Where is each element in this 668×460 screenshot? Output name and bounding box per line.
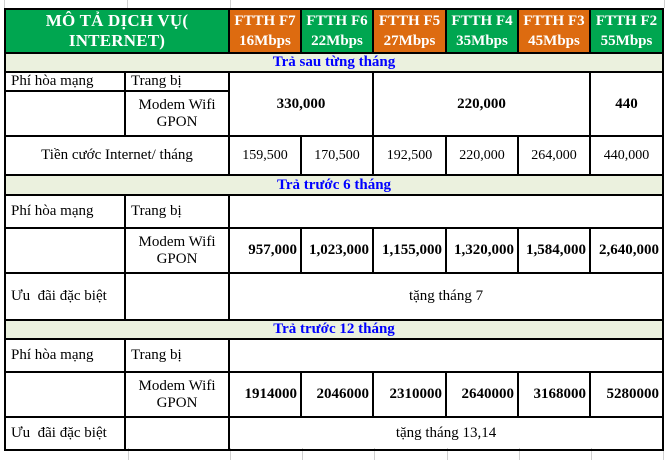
cell-promo-value-prepaid6[interactable]: tặng tháng 7 [229,273,663,320]
cell-modem-price-f7[interactable]: 957,000 [229,228,301,273]
cell-modem-price-f4[interactable]: 1,320,000 [446,228,518,273]
section-title-postpaid[interactable]: Trả sau từng tháng [5,53,663,72]
cell-modem-price-f5[interactable]: 1,155,000 [373,228,446,273]
cell-modem-price-f5[interactable]: 2310000 [373,372,446,417]
cell-monthly-fee-f4[interactable]: 220,000 [446,136,518,175]
package-speed: 35Mbps [456,33,508,49]
cell-modem-price-f2[interactable]: 5280000 [590,372,663,417]
package-name: FTTH F2 [595,12,658,29]
cell-promo-label[interactable]: Ưu đãi đặc biệt [5,273,125,320]
package-speed: 16Mbps [239,33,291,49]
package-name: FTTH F4 [451,12,513,29]
cell-modem-price-f7[interactable]: 1914000 [229,372,301,417]
cell-fee-label[interactable]: Phí hòa mạng [5,72,125,91]
column-header-ftth-f7[interactable] [229,9,301,53]
cell-modem-price-f3[interactable]: 1,584,000 [518,228,590,273]
package-name: FTTH F3 [523,12,585,29]
cell-monthly-fee-f7[interactable]: 159,500 [229,136,301,175]
cell-equipment-label[interactable]: Trang bị [125,72,229,91]
cell-empty[interactable] [5,228,125,273]
gridline [4,0,5,8]
cell-monthly-fee-f6[interactable]: 170,500 [301,136,373,175]
cell-monthly-fee-label[interactable]: Tiền cước Internet/ tháng [5,136,229,175]
cell-empty[interactable] [5,91,125,136]
cell-equip-price-f7-f6[interactable]: 330,000 [229,72,373,136]
cell-monthly-fee-f3[interactable]: 264,000 [518,136,590,175]
cell-fee-label[interactable]: Phí hòa mạng [5,195,125,228]
cell-promo-label[interactable]: Ưu đãi đặc biệt [5,417,125,450]
gridline [230,0,231,8]
section-title-prepaid6[interactable]: Trả trước 6 tháng [5,175,663,195]
package-speed: 22Mbps [311,33,363,49]
cell-empty-span[interactable] [229,195,663,228]
cell-modem-price-f3[interactable]: 3168000 [518,372,590,417]
gridline [664,0,665,8]
package-name: FTTH F7 [234,12,296,29]
package-name: FTTH F5 [378,12,441,29]
cell-empty[interactable] [125,273,229,320]
package-name: FTTH F6 [306,12,368,29]
section-title-prepaid12[interactable]: Trả trước 12 tháng [5,320,663,339]
cell-modem-price-f6[interactable]: 1,023,000 [301,228,373,273]
column-header-ftth-f4[interactable] [446,9,518,53]
cell-empty-span[interactable] [229,339,663,372]
cell-modem-label[interactable]: Modem Wifi GPON [125,228,229,273]
column-header-ftth-f5[interactable] [373,9,446,53]
cell-modem-price-f2[interactable]: 2,640,000 [590,228,663,273]
section-band-postpaid [5,53,663,72]
gridline [127,0,128,8]
cell-modem-price-f4[interactable]: 2640000 [446,372,518,417]
cell-monthly-fee-f5[interactable]: 192,500 [373,136,446,175]
cell-promo-value-prepaid12[interactable]: tặng tháng 13,14 [229,417,663,450]
cell-equipment-label[interactable]: Trang bị [125,195,229,228]
column-header-ftth-f2[interactable] [590,9,663,53]
pricing-table [4,8,664,451]
package-speed: 45Mbps [528,33,580,49]
header-row [5,9,663,53]
table-title-cell[interactable]: MÔ TẢ DỊCH VỤ( INTERNET) [5,9,229,53]
cell-equip-price-f5-f3[interactable]: 220,000 [373,72,590,136]
section-band-prepaid12 [5,320,663,339]
package-speed: 27Mbps [383,33,436,49]
cell-modem-price-f6[interactable]: 2046000 [301,372,373,417]
cell-equip-price-f2[interactable]: 440 [590,72,663,136]
cell-equipment-label[interactable]: Trang bị [125,339,229,372]
column-header-ftth-f6[interactable] [301,9,373,53]
cell-empty[interactable] [125,417,229,450]
cell-empty[interactable] [5,372,125,417]
column-header-ftth-f3[interactable] [518,9,590,53]
section-band-prepaid6 [5,175,663,195]
cell-modem-label[interactable]: Modem Wifi GPON [125,372,229,417]
cell-modem-label[interactable]: Modem Wifi GPON [125,91,229,136]
cell-monthly-fee-f2[interactable]: 440,000 [590,136,663,175]
package-speed: 55Mbps [600,33,653,49]
cell-fee-label[interactable]: Phí hòa mạng [5,339,125,372]
